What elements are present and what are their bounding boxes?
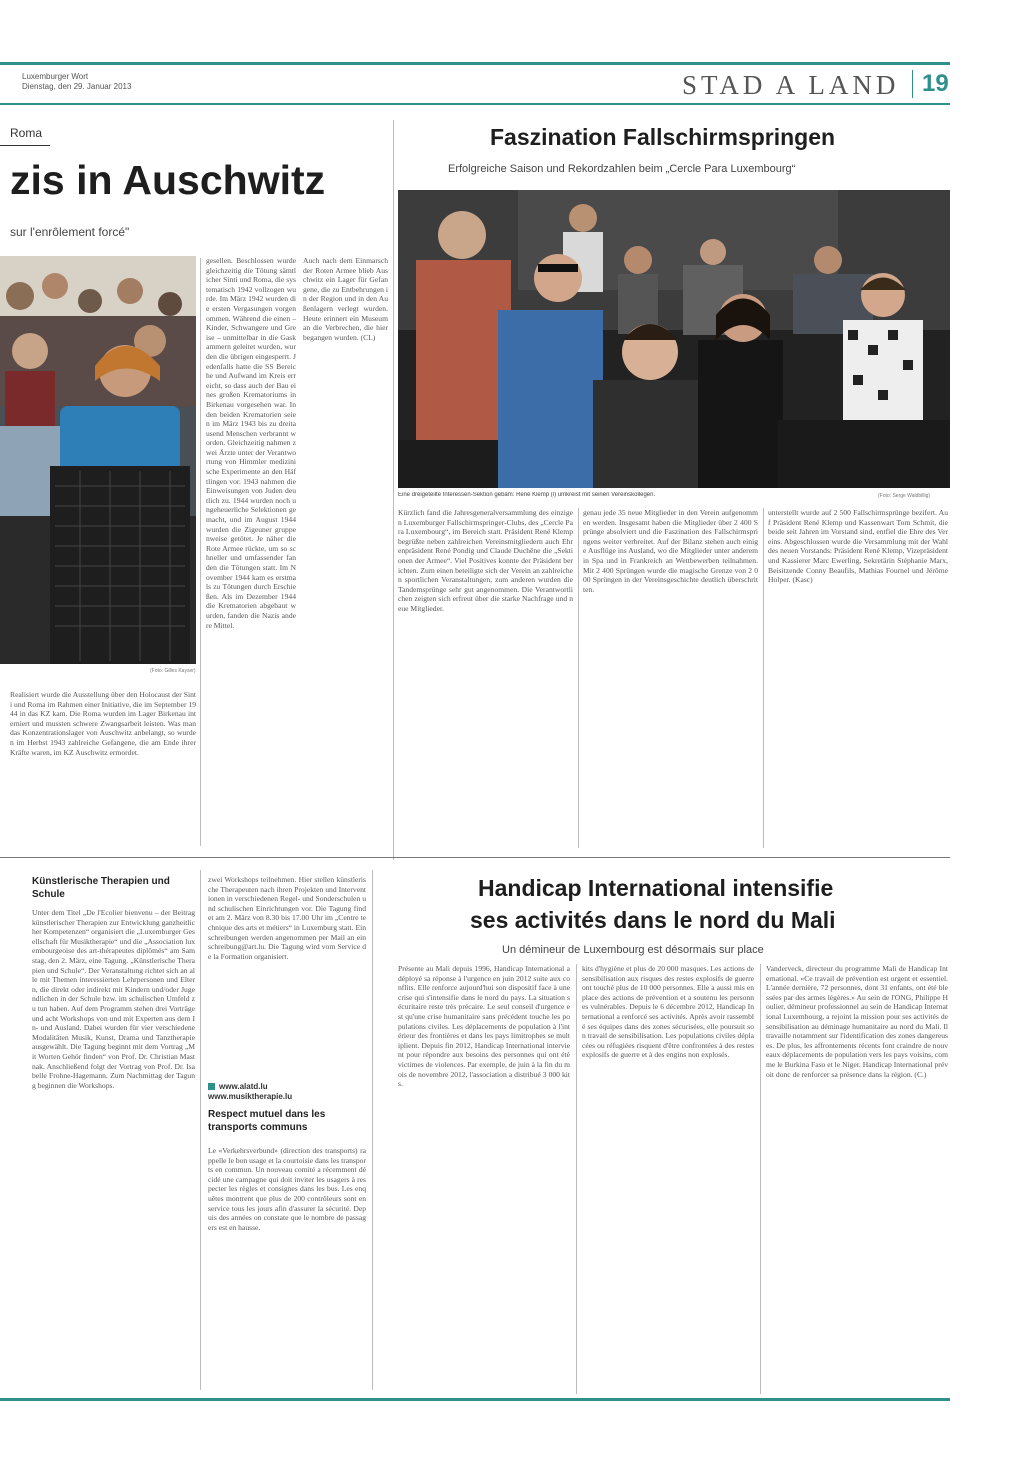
transport-box-headline: Respect mutuel dans les transports communs: [208, 1109, 326, 1133]
parachute-col2: genau jede 35 neue Mitglieder in den Verein aufgenommen werden. Insgesamt haben die Mitglieder über 2 400 Sprünge absolviert und die Faszination des Fallschirmspringens weiter verbreitet. Auf der Bilanz stehen auch einige Ausflüge ins Ausland, wo die Mitglieder unter anderem in Spa und in Frankreich an Wettbewerben teilnahmen. Mit 2 400 Sprüngen wurde die magische Grenze von 2 000 Sprüngen in der Vereinsgeschichte deutlich überschritten.: [583, 508, 758, 594]
audience-photo-graphic: [0, 256, 196, 664]
handicap-headline-line2: ses activités dans le nord du Mali: [470, 907, 836, 933]
masthead-top-rule: [0, 62, 950, 65]
therapy-box-body-cont: zwei Workshops teilnehmen. Hier stellen künstlerische Therapeuten nach ihren Projekten und Interventionen in verschiedenen Regel- und Sonderschulen und schulischen Einrichtungen vor. Die Tagung findet am 2. März von 8.30 bis 17.00 Uhr im „Centre technique des arts et métiers“ in Luxemburg statt. Einschreibungen werden angenommen per Mail an einschreibung@art.lu. Die Tagung wird vom Service de la Formation organisiert.: [208, 875, 366, 961]
parachute-col3: unterstellt wurde auf 2 500 Fallschirmsprünge bezifert. Auf Präsident René Klemp und Kassenwart Tom Schmit, die beide seit Jahren im Vorstand sind, entfiel die Ehre des Vereins. Abgeschlossen wurde die Versammlung mit der Wahl des neuen Vorstands: Präsident René Klemp, Vizepräsident und Kassierer Marc Ewerling, Sekretärin Stéphanie Marx, Beisitzende Conny Beaufils, Mathias Fournel und Jérôme Holper. (Kasc): [768, 508, 948, 585]
parachute-col-divider-1: [578, 508, 579, 848]
left-right-divider: [393, 120, 394, 860]
parachute-col1: Kürzlich fand die Jahresgeneralversammlung des einzigen Luxemburger Fallschirmspringer-Clubs, des „Cercle Para Luxembourg“, im Bereich statt. Präsident René Klemp begrüßte neben zahlreichen Vereinsmitgliedern auch Ehrenpräsident René Pondig und Claude Duchêne die „Sektionen der Armee“. Viel Positives konnte der Präsident berichten. Zum einen beteiligte sich der Verein an zahlreichen sportlichen Veranstaltungen, zum anderen wurden die Tandemsprünge sehr gut angenommen. Die Verantwortlichen zeigten sich erfreut über die starke Nachfrage und neue Mitglieder.: [398, 508, 573, 613]
link-icon: [208, 1083, 215, 1090]
left-article-photo: [0, 256, 196, 664]
club-group-photo-graphic: [398, 190, 950, 488]
parachute-col-divider-2: [763, 508, 764, 848]
left-article-body-col1: gesellen. Beschlossen wurde gleichzeitig die Tötung sämtlicher Sinti und Roma, die systematisch 1942 vollzogen wurde. Im März 1942 wurden die ersten Vergasungen vorgenommen. Während die einen – Kinder, Schwangere und Greise – unmittelbar in die Gaskammern geleitet wurden, wurden die übrigen eingesperrt. Jedenfalls hatte die SS Bereiche und Aufwand im Kreis erreicht, so dass auch der Bau eines großen Krematoriums in Birkenau vorgesehen war. In den beiden Krematorien seien im März 1943 bis zu dreitausend Menschen verbrannt worden. Gleichzeitig nahmen zwei Ärzte unter der Verantwortung von Himmler medizinische Experimente an den Häftlingen vor. 1943 nahmen die Einweisungen von Juden deutlich zu. 1944 wurden noch ungeheuerliche Selektionen gemacht, und im August 1944 wurden die Zigeuner gruppenweise getötet. Je näher die Rote Armee rückte, um so schneller und umfassender fanden die Tötungen statt. Im November 1944 kam es erstmals zu Tötungen durch Erschießen. Als im Dezember 1944 die Krematorien abgebaut wurden, fanden die Nazis andere Mittel.: [206, 256, 296, 630]
therapy-box-links[interactable]: [208, 1072, 366, 1102]
masthead-paper-name: Luxemburger Wort: [22, 72, 89, 81]
masthead-divider: [912, 70, 913, 98]
left-photo-credit: (Foto: Gilles Kayser): [150, 668, 196, 674]
handicap-col1: Présente au Mali depuis 1996, Handicap International a déployé sa réponse à l'urgence en juin 2012 suite aux conflits. Elle renforce aujourd'hui son dispositif face à une crise qui s'intensifie dans le nord du pays. La situation sécuritaire reste très précaire. Le seul conseil d'urgence est qu'une crise humanitaire sans précédent touche les populations civiles. Les déplacements de population à l'intérieur des frontières et dans les pays limitrophes se multiplient. Depuis fin 2012, Handicap International intervient pour répondre aux besoins des personnes qui ont été victimes de violences. Par exemple, de juin à la fin du mois de novembre 2012, l'association a distribué 3 000 kits.: [398, 964, 570, 1089]
bottom-mid-divider: [372, 870, 373, 1390]
parachute-subline: Erfolgreiche Saison und Rekordzahlen beim „Cercle Para Luxembourg“: [448, 163, 796, 175]
handicap-col-divider-2: [760, 964, 761, 1394]
parachute-photo-credit: (Foto: Serge Waldbillig): [878, 493, 931, 499]
footer-rule: [0, 1398, 950, 1401]
left-article-subline: sur l'enrôlement forcé": [10, 225, 130, 239]
parachute-headline: Faszination Fallschirmspringen: [490, 124, 836, 150]
section-separator: [0, 857, 950, 858]
handicap-subline: Un démineur de Luxembourg est désormais sur place: [502, 944, 764, 956]
transport-box-body: Le «Verkehrsverbund» (direction des transports) rappelle le bon usage et la courtoisie dans les transports en commun. Un nouveau comité a récemment décidé une campagne qui doit inviter les usagers à respecter les règles et consignes dans les bus. Les enquêtes montrent que plus de 200 contrôleurs sont en service tous les jours afin d'assurer la sécurité. Depuis des années on constate que le nombre de passagers est en hausse.: [208, 1146, 366, 1232]
handicap-col3: Vanderveck, directeur du programme Mali de Handicap International. «Ce travail de prévention est urgent et essentiel. L'année dernière, 72 personnes, dont 31 enfants, ont été blessées par des armes légères.» Au sein de l'ONG, Philippe Houlier, démineur professionnel au sein de Handicap International Luxembourg, a rejoint la mission pour ses activités de sensibilisation au déminage humanitaire au nord du Mali. Il travaille notamment sur l'identification des zones dangereuses. De plus, les affrontements récents font craindre de nouveaux déplacements de population vers les pays voisins, comme le Burkina Faso et le Niger. Handicap International prévoit donc de renforcer sa présence dans la région. (C.): [766, 964, 948, 1079]
left-article-kicker-rule: [0, 145, 50, 146]
left-col-divider: [200, 258, 201, 846]
left-article-lower-col-a: Realisiert wurde die Ausstellung über den Holocaust der Sinti und Roma im Rahmen einer Initiative, die im September 1944 in das KZ kam. Die Roma wurden im Lager Birkenau interniert und mussten schwere Zwangsarbeit leisten. Was man das Konzentrationslager von Auschwitz anbelangt, so wurden im Herbst 1943 zahlreiche Gefangene, die am Ende ihrer Kräfte waren, im KZ Auschwitz ermordet.: [10, 690, 196, 757]
section-title: STAD A LAND: [682, 70, 900, 100]
handicap-headline-line1: Handicap International intensifie: [478, 875, 834, 901]
page-number: 19: [922, 70, 949, 97]
handicap-col-divider-1: [576, 964, 577, 1394]
therapy-box-body: Unter dem Titel „De l'Ecolier bienvenu – der Beitrag künstlerischer Therapien zur Entwicklung ganzheitlicher Kompetenzen“ organisiert die „Luxemburger Gesellschaft für Musiktherapie“ und die „Association luxembourgeoise des art-thérapeutes diplômés“ am Samstag, den 2. März, eine Tagung. „Künstlerische Therapien und Schule“. Der Veranstaltung richtet sich an alle mit Themen interessierten Lehrpersonen und Eltern, die direkt oder indirekt mit Kindern und/oder Jugendlichen in der Schule bzw. im schulischen Umfeld zu tun haben. Auf dem Programm stehen drei Vorträge und acht Workshops von und mit Experten aus dem In- und Ausland. Dabei wurden für vier verschiedene Modalitäten Musik, Kunst, Drama und Tanztherapie ausgewählt. Die Tagung beginnt mit dem Vortrag „Mit Worten Gehör finden“ von Prof. Dr. Christian Mastnak. Anschließend folgt der Vortrag von Prof. Dr. Isabelle Frohne-Hagemann. Zum Nachmittag der Tagung beginnen die Workshops.: [32, 908, 195, 1090]
masthead-date: Dienstag, den 29. Januar 2013: [22, 82, 132, 91]
parachute-photo: [398, 190, 950, 488]
therapy-box-headline: Künstlerische Therapien und Schule: [32, 876, 170, 900]
parachute-caption: Eine dreigeteilte Interessen-Sektion gebäm: René Klemp (l) umkreist mit seinen Vereinskollegen.: [398, 492, 656, 498]
left-article-headline: zis in Auschwitz: [10, 157, 326, 203]
therapy-links-text[interactable]: www.alatd.lu www.musiktherapie.lu: [208, 1082, 293, 1101]
bottom-box-divider: [200, 870, 201, 1390]
handicap-col2: kits d'hygiène et plus de 20 000 masques. Les actions de sensibilisation aux risques des restes explosifs de guerre ont touché plus de 10 000 personnes. Elle a aussi mis en place des actions de prévention et a soutenu les personnes vulnérables. Depuis le 6 décembre 2012, Handicap International a renforcé ses activités. Après avoir rassemblé ses équipes dans des zones sécurisées, elle poursuit son travail de sensibilisation. Les populations civiles déplacées ou réfugiées risquent d'être confrontées à des restes explosifs de guerre et à des engins non explosés.: [582, 964, 754, 1060]
masthead-bottom-rule: [0, 103, 950, 105]
left-article-body-col2: Auch nach dem Einmarsch der Roten Armee blieb Auschwitz ein Lager für Gefangene, die zu Entbehrungen in der Region und in den Außenlagern verlegt wurden. Heute erinnert ein Museum an die Verbrechen, die hier begangen wurden. (CL): [303, 256, 388, 342]
left-article-kicker: Roma: [10, 126, 43, 140]
